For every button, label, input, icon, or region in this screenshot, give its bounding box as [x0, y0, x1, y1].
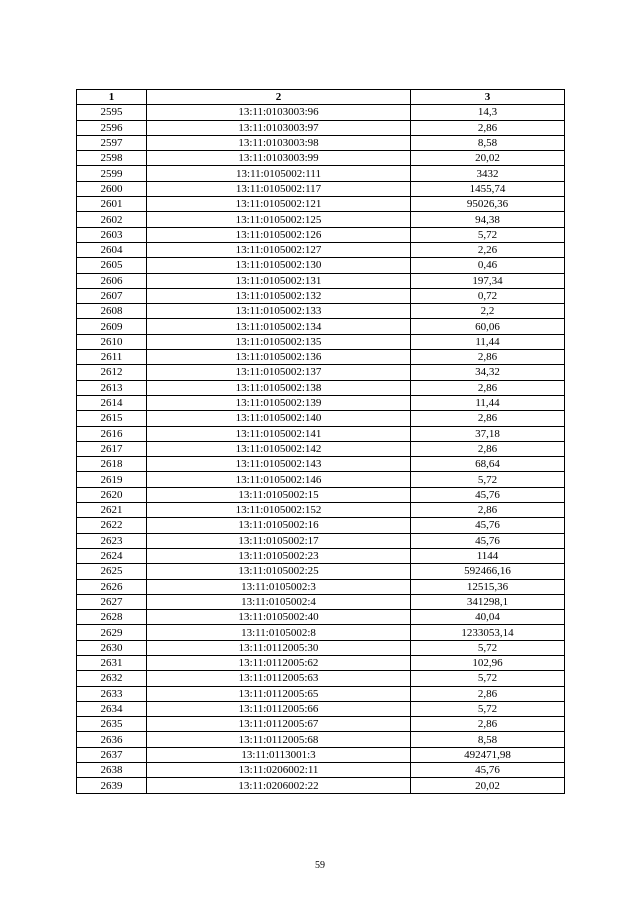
cadastral-number-cell: 13:11:0105002:17: [147, 533, 411, 548]
row-number-cell: 2622: [77, 518, 147, 533]
value-cell: 2,86: [411, 120, 565, 135]
table-row: [77, 610, 565, 625]
cadastral-number-cell: 13:11:0105002:15: [147, 487, 411, 502]
table-row: [77, 747, 565, 762]
table-row: [77, 732, 565, 747]
row-number-cell: 2625: [77, 564, 147, 579]
table-row: [77, 334, 565, 349]
row-number-cell: 2634: [77, 701, 147, 716]
row-number-cell: 2611: [77, 350, 147, 365]
row-number-cell: 2619: [77, 472, 147, 487]
cadastral-number-cell: 13:11:0105002:142: [147, 441, 411, 456]
table-row: [77, 365, 565, 380]
value-cell: 94,38: [411, 212, 565, 227]
table-row: [77, 181, 565, 196]
row-number-cell: 2605: [77, 258, 147, 273]
table-row: [77, 778, 565, 793]
value-cell: 60,06: [411, 319, 565, 334]
table-row: [77, 441, 565, 456]
cadastral-number-cell: 13:11:0105002:137: [147, 365, 411, 380]
row-number-cell: 2618: [77, 457, 147, 472]
row-number-cell: 2636: [77, 732, 147, 747]
cadastral-number-cell: 13:11:0105002:130: [147, 258, 411, 273]
table-row: [77, 503, 565, 518]
value-cell: 20,02: [411, 151, 565, 166]
row-number-cell: 2635: [77, 717, 147, 732]
value-cell: 2,86: [411, 380, 565, 395]
value-cell: 1455,74: [411, 181, 565, 196]
row-number-cell: 2632: [77, 671, 147, 686]
value-cell: 68,64: [411, 457, 565, 472]
value-cell: 0,46: [411, 258, 565, 273]
table-row: [77, 319, 565, 334]
row-number-cell: 2602: [77, 212, 147, 227]
data-table: [76, 89, 565, 794]
cadastral-number-cell: 13:11:0105002:138: [147, 380, 411, 395]
value-cell: 11,44: [411, 334, 565, 349]
value-cell: 95026,36: [411, 197, 565, 212]
table-row: [77, 151, 565, 166]
cadastral-number-cell: 13:11:0112005:65: [147, 686, 411, 701]
cadastral-number-cell: 13:11:0105002:25: [147, 564, 411, 579]
row-number-cell: 2615: [77, 411, 147, 426]
row-number-cell: 2610: [77, 334, 147, 349]
row-number-cell: 2628: [77, 610, 147, 625]
row-number-cell: 2624: [77, 548, 147, 563]
value-cell: 45,76: [411, 487, 565, 502]
cadastral-number-cell: 13:11:0105002:131: [147, 273, 411, 288]
value-cell: 3432: [411, 166, 565, 181]
value-cell: 20,02: [411, 778, 565, 793]
table-row: [77, 380, 565, 395]
cadastral-number-cell: 13:11:0105002:23: [147, 548, 411, 563]
table-header: [77, 90, 565, 105]
table-row: [77, 487, 565, 502]
cadastral-number-cell: 13:11:0112005:62: [147, 655, 411, 670]
table-row: [77, 135, 565, 150]
cadastral-number-cell: 13:11:0105002:152: [147, 503, 411, 518]
table-row: [77, 671, 565, 686]
cadastral-number-cell: 13:11:0105002:143: [147, 457, 411, 472]
value-cell: 5,72: [411, 227, 565, 242]
cadastral-number-cell: 13:11:0105002:127: [147, 242, 411, 257]
value-cell: 5,72: [411, 640, 565, 655]
table-row: [77, 579, 565, 594]
row-number-cell: 2627: [77, 594, 147, 609]
row-number-cell: 2595: [77, 105, 147, 120]
cadastral-number-cell: 13:11:0103003:98: [147, 135, 411, 150]
table-row: [77, 411, 565, 426]
cadastral-number-cell: 13:11:0112005:63: [147, 671, 411, 686]
row-number-cell: 2626: [77, 579, 147, 594]
value-cell: 102,96: [411, 655, 565, 670]
cadastral-number-cell: 13:11:0105002:121: [147, 197, 411, 212]
value-cell: 2,2: [411, 304, 565, 319]
row-number-cell: 2601: [77, 197, 147, 212]
value-cell: 34,32: [411, 365, 565, 380]
table-row: [77, 640, 565, 655]
row-number-cell: 2620: [77, 487, 147, 502]
cadastral-number-cell: 13:11:0105002:139: [147, 395, 411, 410]
row-number-cell: 2604: [77, 242, 147, 257]
table-row: [77, 273, 565, 288]
value-cell: 1233053,14: [411, 625, 565, 640]
cadastral-number-cell: 13:11:0105002:141: [147, 426, 411, 441]
table-row: [77, 120, 565, 135]
value-cell: 45,76: [411, 763, 565, 778]
value-cell: 2,26: [411, 242, 565, 257]
row-number-cell: 2630: [77, 640, 147, 655]
table-row: [77, 166, 565, 181]
row-number-cell: 2616: [77, 426, 147, 441]
row-number-cell: 2598: [77, 151, 147, 166]
cadastral-number-cell: 13:11:0105002:125: [147, 212, 411, 227]
row-number-cell: 2603: [77, 227, 147, 242]
row-number-cell: 2639: [77, 778, 147, 793]
cadastral-number-cell: 13:11:0103003:97: [147, 120, 411, 135]
column-header-cadastral: 2: [147, 90, 411, 105]
cadastral-number-cell: 13:11:0105002:133: [147, 304, 411, 319]
value-cell: 197,34: [411, 273, 565, 288]
cadastral-number-cell: 13:11:0105002:136: [147, 350, 411, 365]
table-row: [77, 212, 565, 227]
table-row: [77, 686, 565, 701]
cadastral-number-cell: 13:11:0105002:111: [147, 166, 411, 181]
table-row: [77, 105, 565, 120]
value-cell: 2,86: [411, 350, 565, 365]
page-number: 59: [315, 860, 325, 871]
table-row: [77, 717, 565, 732]
row-number-cell: 2612: [77, 365, 147, 380]
row-number-cell: 2621: [77, 503, 147, 518]
table-row: [77, 533, 565, 548]
row-number-cell: 2638: [77, 763, 147, 778]
value-cell: 492471,98: [411, 747, 565, 762]
row-number-cell: 2633: [77, 686, 147, 701]
row-number-cell: 2600: [77, 181, 147, 196]
row-number-cell: 2613: [77, 380, 147, 395]
table-row: [77, 426, 565, 441]
value-cell: 341298,1: [411, 594, 565, 609]
table-row: [77, 472, 565, 487]
cadastral-number-cell: 13:11:0112005:30: [147, 640, 411, 655]
table-row: [77, 701, 565, 716]
row-number-cell: 2617: [77, 441, 147, 456]
row-number-cell: 2606: [77, 273, 147, 288]
cadastral-number-cell: 13:11:0206002:11: [147, 763, 411, 778]
cadastral-number-cell: 13:11:0105002:126: [147, 227, 411, 242]
value-cell: 0,72: [411, 288, 565, 303]
value-cell: 8,58: [411, 732, 565, 747]
table-row: [77, 350, 565, 365]
value-cell: 12515,36: [411, 579, 565, 594]
table-row: [77, 395, 565, 410]
cadastral-number-cell: 13:11:0105002:134: [147, 319, 411, 334]
value-cell: 2,86: [411, 503, 565, 518]
row-number-cell: 2599: [77, 166, 147, 181]
cadastral-number-cell: 13:11:0105002:16: [147, 518, 411, 533]
value-cell: 592466,16: [411, 564, 565, 579]
column-header-number: 1: [77, 90, 147, 105]
cadastral-number-cell: 13:11:0105002:146: [147, 472, 411, 487]
row-number-cell: 2608: [77, 304, 147, 319]
table-row: [77, 197, 565, 212]
cadastral-number-cell: 13:11:0105002:4: [147, 594, 411, 609]
cadastral-number-cell: 13:11:0112005:68: [147, 732, 411, 747]
table-row: [77, 655, 565, 670]
value-cell: 45,76: [411, 518, 565, 533]
row-number-cell: 2609: [77, 319, 147, 334]
value-cell: 2,86: [411, 441, 565, 456]
row-number-cell: 2597: [77, 135, 147, 150]
value-cell: 5,72: [411, 671, 565, 686]
cadastral-number-cell: 13:11:0105002:3: [147, 579, 411, 594]
cadastral-number-cell: 13:11:0105002:117: [147, 181, 411, 196]
value-cell: 8,58: [411, 135, 565, 150]
table-row: [77, 258, 565, 273]
table-row: [77, 304, 565, 319]
table-row: [77, 242, 565, 257]
cadastral-number-cell: 13:11:0206002:22: [147, 778, 411, 793]
table-row: [77, 227, 565, 242]
row-number-cell: 2614: [77, 395, 147, 410]
row-number-cell: 2623: [77, 533, 147, 548]
row-number-cell: 2607: [77, 288, 147, 303]
table-row: [77, 518, 565, 533]
table-row: [77, 457, 565, 472]
value-cell: 2,86: [411, 686, 565, 701]
cadastral-number-cell: 13:11:0105002:8: [147, 625, 411, 640]
column-header-value: 3: [411, 90, 565, 105]
cadastral-number-cell: 13:11:0105002:132: [147, 288, 411, 303]
table-row: [77, 548, 565, 563]
row-number-cell: 2596: [77, 120, 147, 135]
value-cell: 11,44: [411, 395, 565, 410]
cadastral-number-cell: 13:11:0105002:40: [147, 610, 411, 625]
cadastral-number-cell: 13:11:0105002:140: [147, 411, 411, 426]
header-row: [77, 90, 565, 105]
table-row: [77, 594, 565, 609]
cadastral-number-cell: 13:11:0105002:135: [147, 334, 411, 349]
table-row: [77, 564, 565, 579]
cadastral-number-cell: 13:11:0113001:3: [147, 747, 411, 762]
table-row: [77, 625, 565, 640]
value-cell: 14,3: [411, 105, 565, 120]
row-number-cell: 2629: [77, 625, 147, 640]
cadastral-number-cell: 13:11:0103003:99: [147, 151, 411, 166]
table-row: [77, 763, 565, 778]
row-number-cell: 2631: [77, 655, 147, 670]
value-cell: 37,18: [411, 426, 565, 441]
value-cell: 2,86: [411, 717, 565, 732]
table-row: [77, 288, 565, 303]
cadastral-number-cell: 13:11:0112005:66: [147, 701, 411, 716]
value-cell: 45,76: [411, 533, 565, 548]
cadastral-number-cell: 13:11:0103003:96: [147, 105, 411, 120]
table-body: [77, 105, 565, 793]
value-cell: 5,72: [411, 472, 565, 487]
value-cell: 2,86: [411, 411, 565, 426]
cadastral-number-cell: 13:11:0112005:67: [147, 717, 411, 732]
value-cell: 1144: [411, 548, 565, 563]
row-number-cell: 2637: [77, 747, 147, 762]
value-cell: 5,72: [411, 701, 565, 716]
value-cell: 40,04: [411, 610, 565, 625]
